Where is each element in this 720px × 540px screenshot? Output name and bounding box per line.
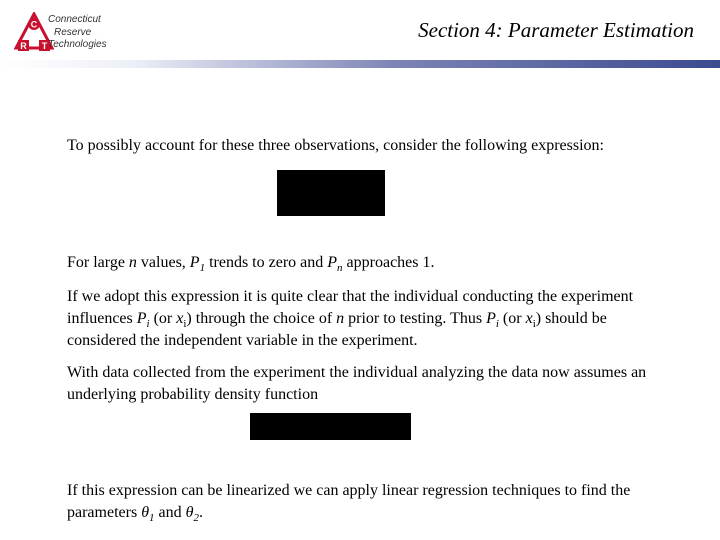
page-title: Section 4: Parameter Estimation [418,18,694,42]
equation-image-1 [277,170,385,216]
logo-line-3: Technologies [48,39,107,50]
logo-wordmark [48,14,107,52]
logo-letter-c: C [30,19,38,30]
paragraph-intro: To possibly account for these three observations, consider the following expression: [67,137,604,154]
equation-image-2 [250,413,411,440]
paragraph-linearized: If this expression can be linearized we can apply linear regression techniques to find the parameters $\theta_1$ and $\theta_2$. [67,482,631,525]
logo-line-1: Connecticut [48,14,101,25]
header-divider [0,60,720,68]
logo-line-2: Reserve [54,26,92,38]
logo-letter-r: R [20,41,27,51]
paragraph-adopt-expression: If we adopt this expression it is quite clear that the individual conducting the experiment influences $P_i$ (or $x_i$) through the choice of n prior to testing. Thus $P_i$ (or $x_i$) should be considered the independent variable in the experiment. [67,288,634,349]
paragraph-data-collected: With data collected from the experiment the individual analyzing the data now assumes an underlying probability density function [67,364,647,403]
company-logo [14,12,132,56]
logo-letter-t: T [41,41,48,51]
paragraph-large-n: For large n values, $P_1$ trends to zero and $P_n$ approaches 1. [67,254,435,275]
